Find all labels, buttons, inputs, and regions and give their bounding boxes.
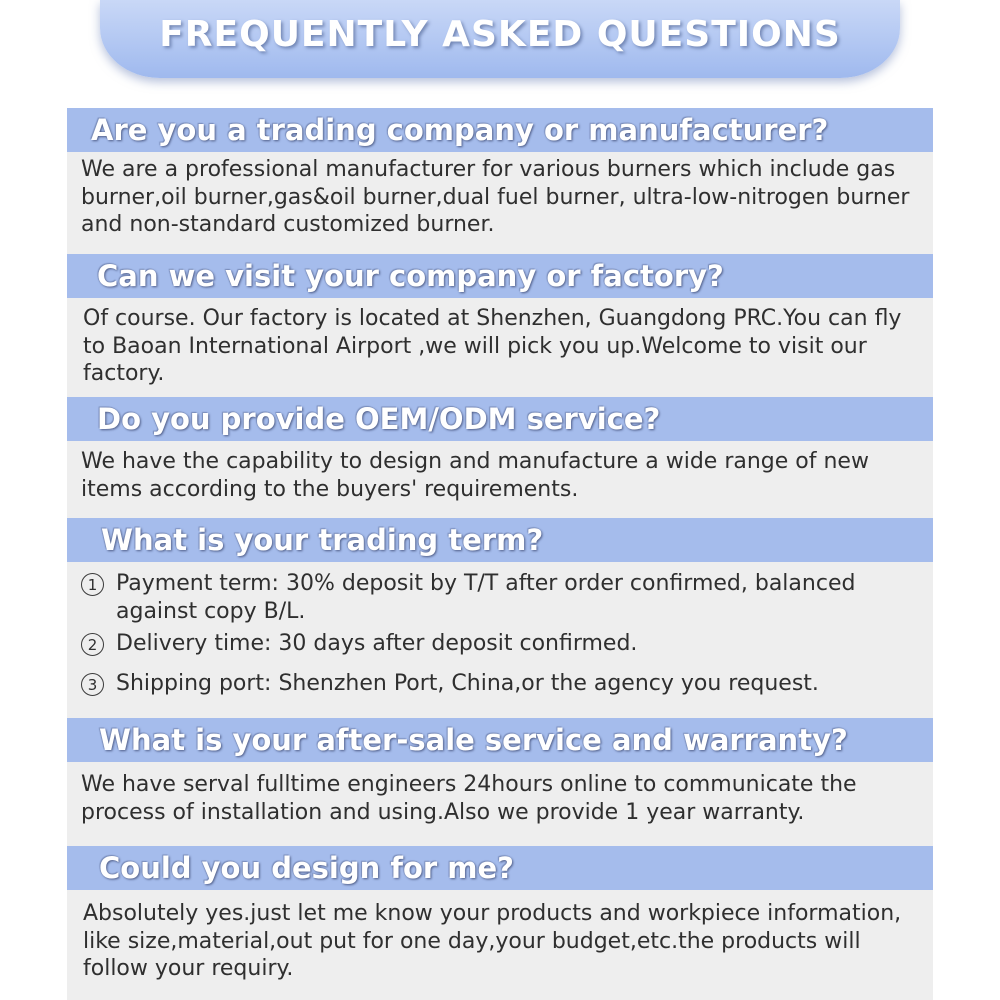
faq-answer-text: Absolutely yes.just let me know your products and workpiece information, like size,material,out put for one day,your budget,etc.the products will follow your requiry. — [83, 901, 902, 981]
faq-question: What is your after-sale service and warranty? — [99, 723, 848, 757]
page-title: FREQUENTLY ASKED QUESTIONS — [159, 14, 841, 55]
circled-number: 1 — [81, 573, 104, 596]
circled-number: 3 — [81, 673, 104, 696]
term-text: Delivery time: 30 days after deposit confirmed. — [116, 631, 638, 656]
faq-question-bar — [67, 254, 933, 298]
faq-answer-text: Of course. Our factory is located at Shenzhen, Guangdong PRC.You can fly to Baoan International Airport ,we will pick you up.Welcome to visit our factory. — [83, 306, 902, 386]
faq-question: Do you provide OEM/ODM service? — [97, 402, 661, 436]
faq-question-bar — [67, 518, 933, 562]
faq-answer — [81, 448, 923, 503]
faq-header-banner — [100, 0, 900, 78]
faq-answer-text: We have the capability to design and manufacture a wide range of new items according to the buyers' requirements. — [81, 449, 869, 502]
faq-question: Are you a trading company or manufacturer? — [91, 113, 829, 147]
faq-question: What is your trading term? — [101, 523, 544, 557]
faq-question: Can we visit your company or factory? — [97, 259, 724, 293]
term-text: Shipping port: Shenzhen Port, China,or the agency you request. — [116, 671, 819, 696]
faq-question: Could you design for me? — [99, 851, 514, 885]
faq-question-bar — [67, 108, 933, 152]
faq-question-bar — [67, 397, 933, 441]
faq-question-bar — [67, 846, 933, 890]
faq-answer — [83, 900, 925, 983]
faq-answer — [81, 156, 923, 239]
faq-answer — [81, 771, 923, 826]
circled-number: 2 — [81, 633, 104, 656]
faq-answer-text: We have serval fulltime engineers 24hours online to communicate the process of installation and using.Also we provide 1 year warranty. — [81, 772, 857, 825]
faq-question-bar — [67, 718, 933, 762]
faq-answer-text: We are a professional manufacturer for various burners which include gas burner,oil burner,gas&oil burner,dual fuel burner, ultra-low-nitrogen burner and non-standard customized burner. — [81, 157, 910, 237]
faq-answer — [83, 305, 925, 388]
term-text: Payment term: 30% deposit by T/T after order confirmed, balanced against copy B/L. — [116, 571, 856, 624]
